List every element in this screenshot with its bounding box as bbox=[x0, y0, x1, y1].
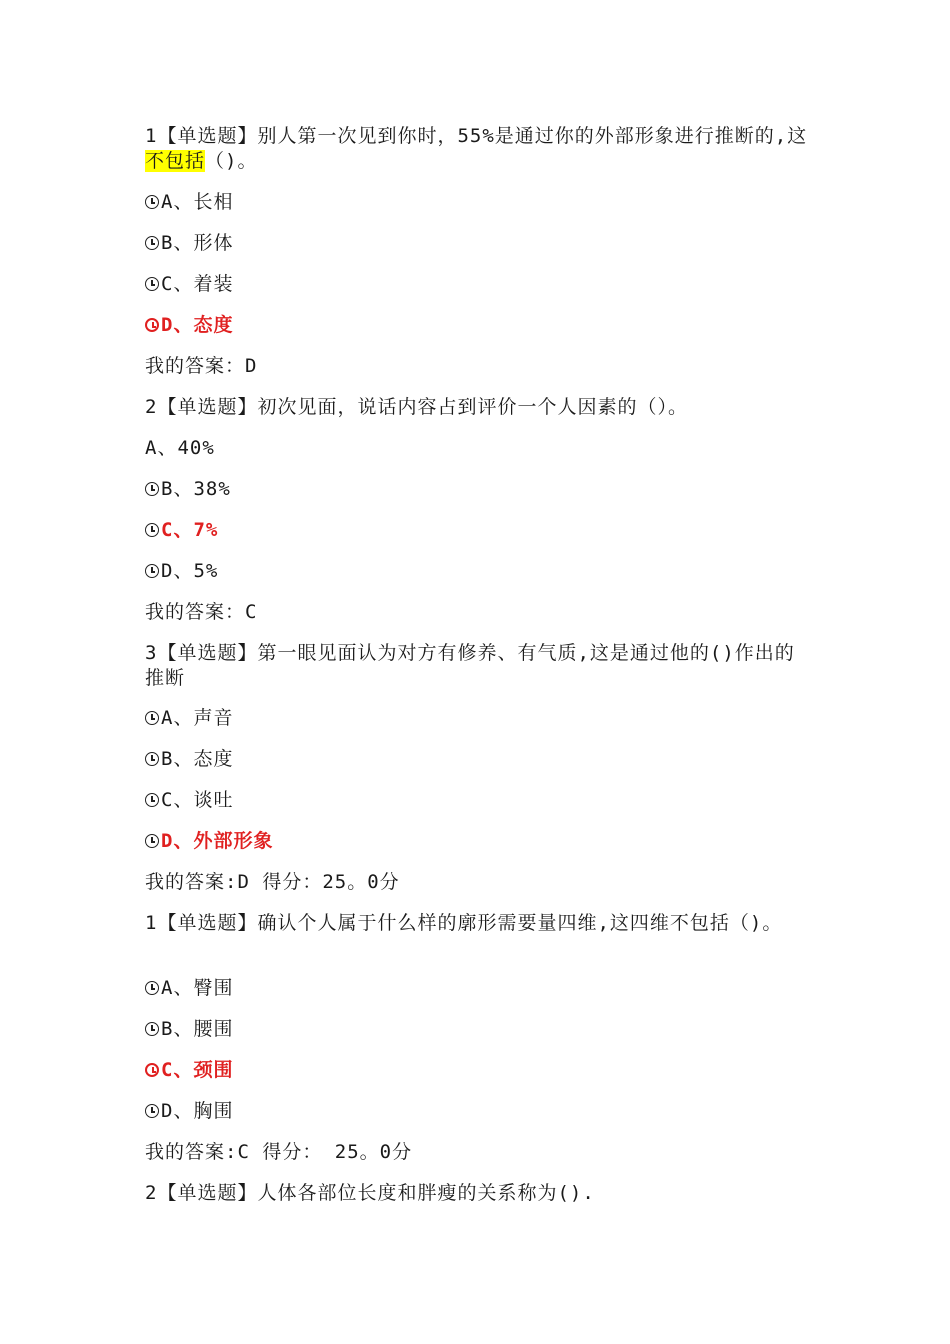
radio-clock-icon[interactable] bbox=[145, 793, 159, 807]
option-a[interactable]: A、臀围 bbox=[145, 976, 810, 1001]
option-a[interactable]: A、声音 bbox=[145, 706, 810, 731]
question-number: 2 bbox=[145, 1182, 158, 1204]
option-c[interactable]: C、着装 bbox=[145, 272, 810, 297]
option-b[interactable]: B、38% bbox=[145, 477, 810, 502]
question-number: 1 bbox=[145, 912, 158, 934]
question-type: 【单选题】 bbox=[157, 642, 258, 664]
option-a[interactable]: A、长相 bbox=[145, 190, 810, 215]
question-type: 【单选题】 bbox=[157, 912, 258, 934]
question-2-stem: 2【单选题】初次见面，说话内容占到评价一个人因素的（）。 bbox=[145, 396, 688, 418]
radio-clock-icon[interactable] bbox=[145, 1063, 159, 1077]
highlighted-text: 不包括 bbox=[145, 150, 206, 172]
radio-clock-icon[interactable] bbox=[145, 318, 159, 332]
radio-clock-icon[interactable] bbox=[145, 711, 159, 725]
radio-clock-icon[interactable] bbox=[145, 834, 159, 848]
option-d-selected[interactable]: D、外部形象 bbox=[145, 829, 810, 854]
my-answer: 我的答案:D 得分：25。0分 bbox=[145, 871, 400, 893]
option-d-selected[interactable]: D、态度 bbox=[145, 313, 810, 338]
question-type: 【单选题】 bbox=[157, 1182, 258, 1204]
question-number: 3 bbox=[145, 642, 158, 664]
option-b[interactable]: B、形体 bbox=[145, 231, 810, 256]
radio-clock-icon[interactable] bbox=[145, 564, 159, 578]
radio-clock-icon[interactable] bbox=[145, 482, 159, 496]
radio-clock-icon[interactable] bbox=[145, 752, 159, 766]
option-b[interactable]: B、腰围 bbox=[145, 1017, 810, 1042]
question-number: 1 bbox=[145, 125, 158, 147]
radio-clock-icon[interactable] bbox=[145, 1022, 159, 1036]
question-5-stem: 2【单选题】人体各部位长度和胖瘦的关系称为(). bbox=[145, 1182, 595, 1204]
option-c-selected[interactable]: C、7% bbox=[145, 518, 810, 543]
radio-clock-icon[interactable] bbox=[145, 1104, 159, 1118]
question-number: 2 bbox=[145, 396, 158, 418]
question-3-stem: 3【单选题】第一眼见面认为对方有修养、有气质,这是通过他的()作出的推断 bbox=[145, 642, 795, 689]
radio-clock-icon[interactable] bbox=[145, 277, 159, 291]
radio-clock-icon[interactable] bbox=[145, 981, 159, 995]
question-4-stem: 1【单选题】确认个人属于什么样的廓形需要量四维,这四维不包括（)。 bbox=[145, 912, 783, 934]
option-b[interactable]: B、态度 bbox=[145, 747, 810, 772]
question-1-stem: 1【单选题】别人第一次见到你时，55%是通过你的外部形象进行推断的,这不包括（)。 bbox=[145, 125, 808, 172]
radio-clock-icon[interactable] bbox=[145, 236, 159, 250]
my-answer: 我的答案:C 得分： 25。0分 bbox=[145, 1141, 413, 1163]
option-a[interactable]: A、40% bbox=[145, 437, 215, 459]
radio-clock-icon[interactable] bbox=[145, 195, 159, 209]
option-c-selected[interactable]: C、颈围 bbox=[145, 1058, 810, 1083]
question-type: 【单选题】 bbox=[157, 396, 258, 418]
my-answer: 我的答案：D bbox=[145, 355, 258, 377]
radio-clock-icon[interactable] bbox=[145, 523, 159, 537]
my-answer: 我的答案：C bbox=[145, 601, 258, 623]
option-d[interactable]: D、胸围 bbox=[145, 1099, 810, 1124]
option-d[interactable]: D、5% bbox=[145, 559, 810, 584]
option-c[interactable]: C、谈吐 bbox=[145, 788, 810, 813]
question-type: 【单选题】 bbox=[157, 125, 258, 147]
